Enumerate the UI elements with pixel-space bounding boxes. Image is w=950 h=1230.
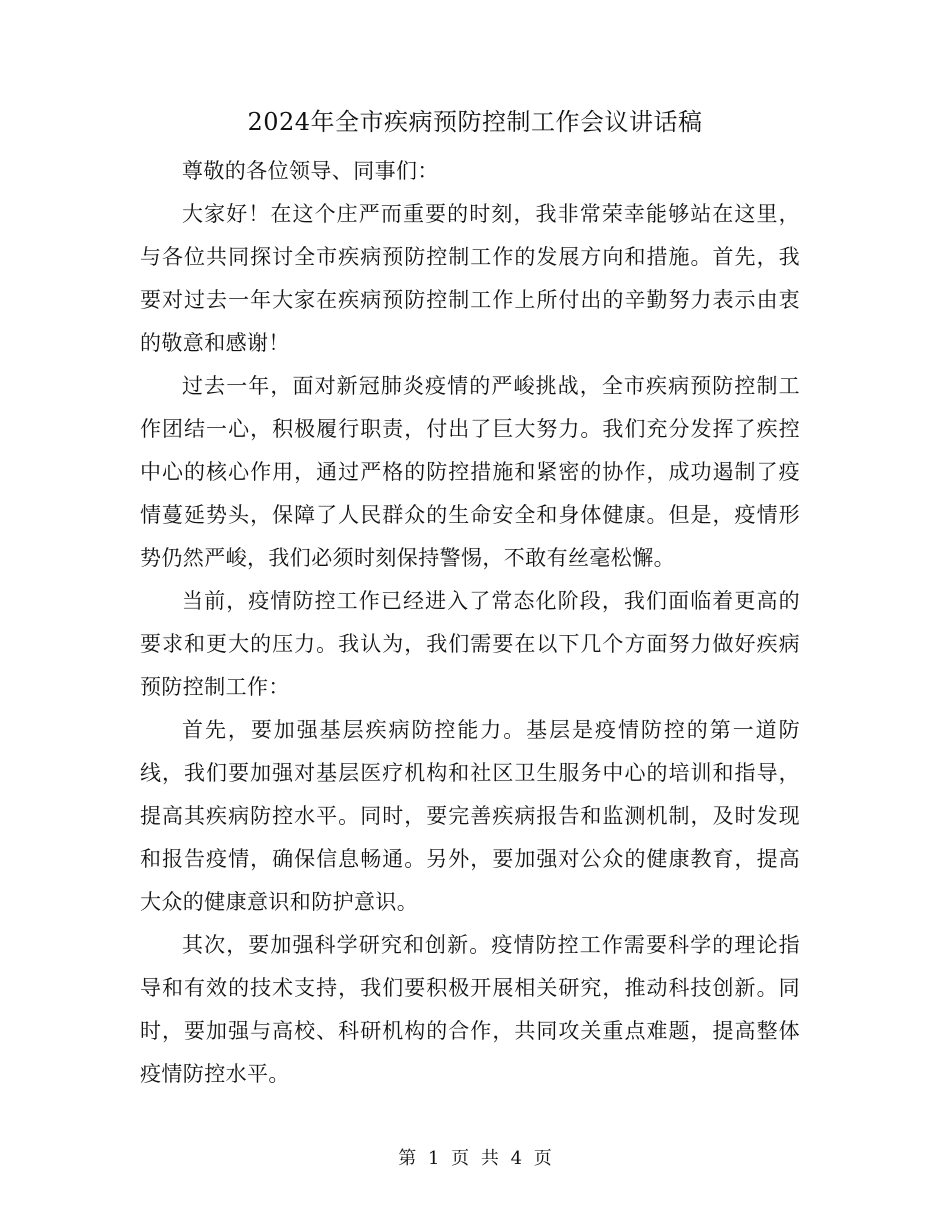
paragraph-current-stage: 当前，疫情防控工作已经进入了常态化阶段，我们面临着更高的要求和更大的压力。我认为，我们需要在以下几个方面努力做好疾病预防控制工作： bbox=[140, 589, 800, 699]
document-body bbox=[140, 150, 800, 1096]
document-title: 2024年全市疾病预防控制工作会议讲话稿 bbox=[247, 108, 703, 136]
page-number-footer: 第 1 页 共 4 页 bbox=[398, 1148, 552, 1169]
paragraph-research: 其次，要加强科学研究和创新。疫情防控工作需要科学的理论指导和有效的技术支持，我们要积极开展相关研究，推动科技创新。同时，要加强与高校、科研机构的合作，共同攻关重点难题，提高整体疫情防控水平。 bbox=[140, 933, 800, 1086]
paragraph-greeting: 大家好！在这个庄严而重要的时刻，我非常荣幸能够站在这里，与各位共同探讨全市疾病预防控制工作的发展方向和措施。首先，我要对过去一年大家在疾病预防控制工作上所付出的辛勤努力表示由衷的敬意和感谢！ bbox=[140, 202, 800, 355]
paragraph-salutation: 尊敬的各位领导、同事们： bbox=[182, 159, 439, 183]
paragraph-past-year: 过去一年，面对新冠肺炎疫情的严峻挑战，全市疾病预防控制工作团结一心，积极履行职责，付出了巨大努力。我们充分发挥了疾控中心的核心作用，通过严格的防控措施和紧密的协作，成功遏制了疫情蔓延势头，保障了人民群众的生命安全和身体健康。但是，疫情形势仍然严峻，我们必须时刻保持警惕，不敢有丝毫松懈。 bbox=[140, 374, 800, 570]
paragraph-grassroots: 首先，要加强基层疾病防控能力。基层是疫情防控的第一道防线，我们要加强对基层医疗机构和社区卫生服务中心的培训和指导，提高其疾病防控水平。同时，要完善疾病报告和监测机制，及时发现和报告疫情，确保信息畅通。另外，要加强对公众的健康教育，提高大众的健康意识和防护意识。 bbox=[140, 718, 800, 914]
